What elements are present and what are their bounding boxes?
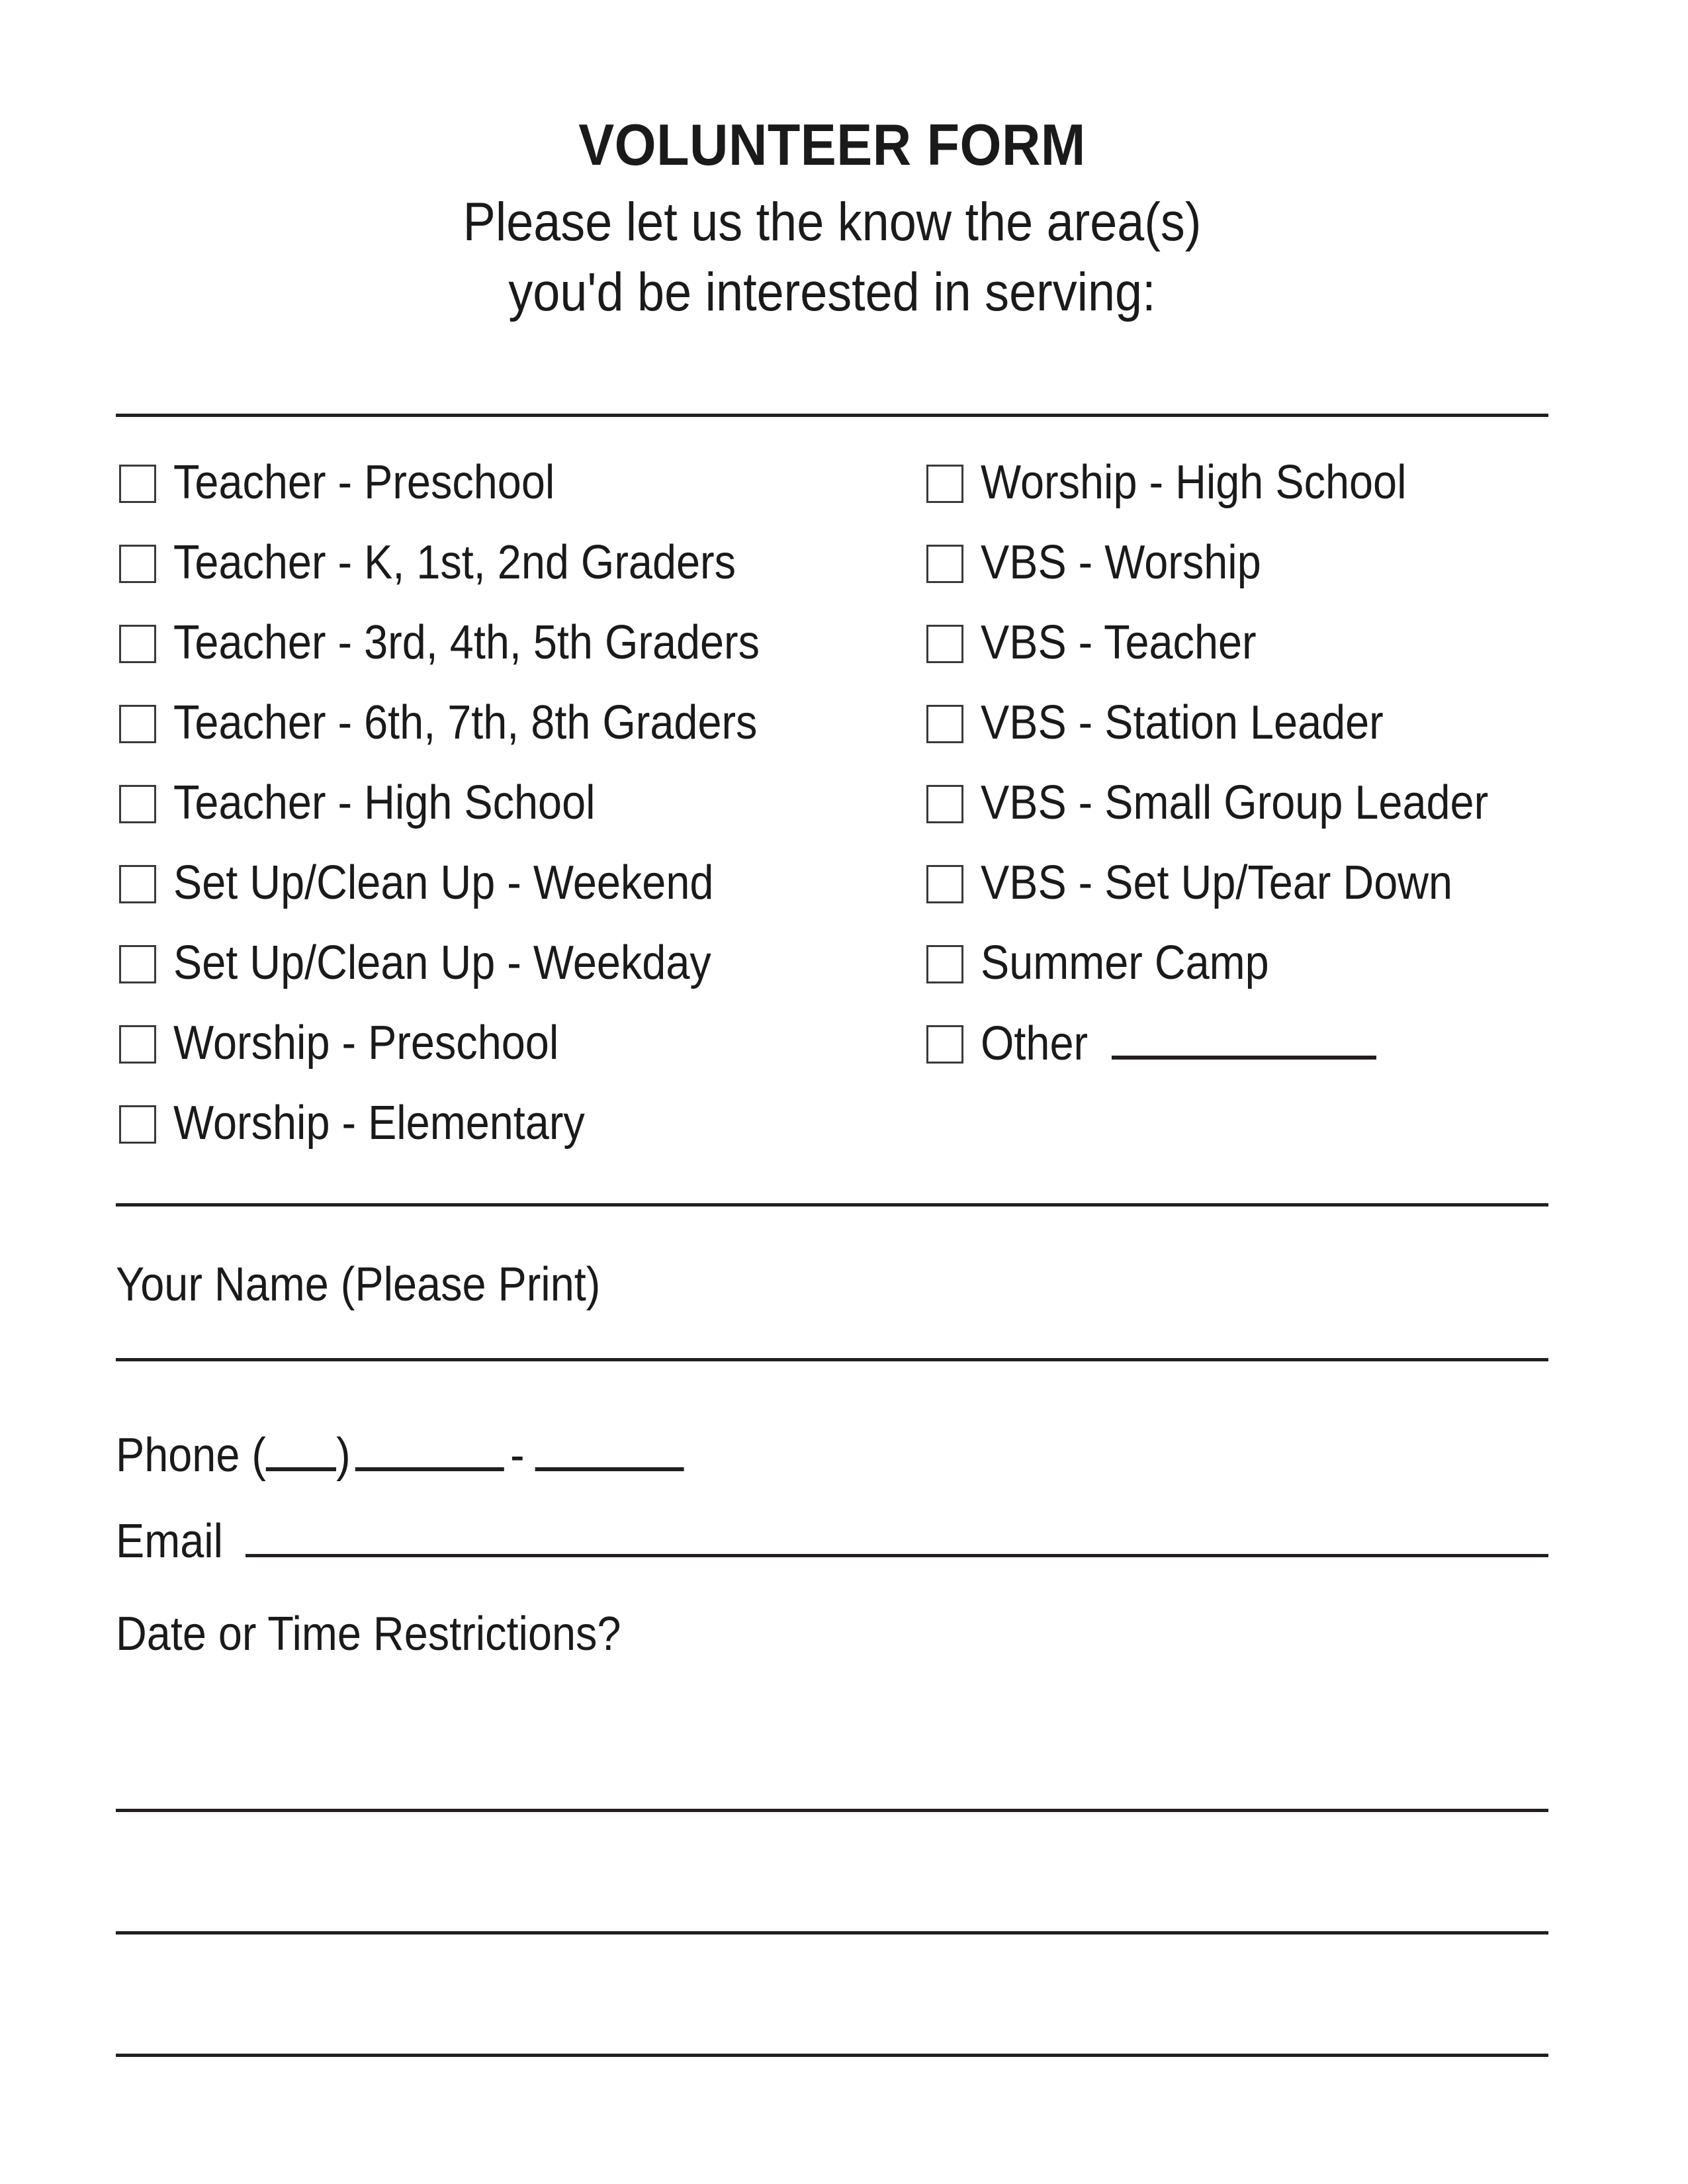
checkbox-item-right-row[interactable] (926, 1017, 1654, 1097)
checkbox-label: VBS - Teacher (981, 616, 1257, 669)
restrictions-label: Date or Time Restrictions? (116, 1608, 621, 1661)
email-label: Email (116, 1515, 224, 1568)
checkbox-icon[interactable] (926, 705, 963, 743)
phone-area-code-input[interactable] (266, 1426, 336, 1471)
checkbox-label-wrap (981, 617, 1287, 668)
checkbox-item-left-row[interactable] (119, 1097, 900, 1177)
name-input-line[interactable] (116, 1358, 1548, 1361)
checkbox-label: VBS - Worship (981, 536, 1261, 589)
checkbox-label-wrap (981, 777, 1544, 829)
checkbox-label-wrap (173, 937, 771, 989)
checkbox-label-wrap (173, 617, 824, 668)
checkbox-item-left-row[interactable] (119, 617, 900, 697)
checkbox-label-wrap (173, 457, 597, 508)
name-label: Your Name (Please Print) (116, 1258, 601, 1311)
checkbox-item-right-row[interactable] (926, 457, 1654, 537)
checkbox-item-left-row[interactable] (119, 697, 900, 777)
checkbox-item-right-row[interactable] (926, 857, 1654, 937)
checkbox-label-wrap (173, 1017, 601, 1069)
checkbox-icon[interactable] (926, 785, 963, 823)
checkbox-item-left-row[interactable] (119, 937, 900, 1017)
checkbox-label: VBS - Set Up/Tear Down (981, 856, 1453, 909)
checkbox-label-wrap (981, 697, 1428, 749)
phone-dash: - (510, 1429, 525, 1482)
phone-exchange-input[interactable] (355, 1426, 504, 1471)
checkbox-icon[interactable] (926, 625, 963, 663)
subtitle-line-1: Please let us the know the area(s) (463, 191, 1202, 252)
checkbox-label: Teacher - 3rd, 4th, 5th Graders (173, 616, 760, 669)
form-subtitle (187, 187, 1477, 328)
checkbox-label-wrap (981, 457, 1454, 508)
checkbox-item-left-row[interactable] (119, 857, 900, 937)
checkbox-icon[interactable] (926, 945, 963, 983)
restrictions-input-line-1[interactable] (116, 1809, 1548, 1812)
form-header (116, 113, 1548, 328)
email-field-row (116, 1514, 1548, 1569)
phone-label-group (116, 1426, 684, 1482)
checkbox-label: Worship - High School (981, 456, 1407, 509)
other-text-input[interactable] (1112, 1017, 1376, 1060)
checkbox-label: Teacher - Preschool (173, 456, 555, 509)
phone-close-paren: ) (336, 1429, 351, 1482)
divider-top (116, 414, 1548, 417)
checkbox-item-right-row[interactable] (926, 697, 1654, 777)
checkbox-item-right-row[interactable] (926, 617, 1654, 697)
phone-number-input[interactable] (535, 1426, 684, 1471)
divider-bottom (116, 1203, 1548, 1206)
checkbox-icon[interactable] (926, 865, 963, 903)
checkbox-label: Teacher - K, 1st, 2nd Graders (173, 536, 736, 589)
checkbox-item-right-row[interactable] (926, 537, 1654, 617)
page-title: VOLUNTEER FORM (578, 112, 1086, 177)
checkbox-column-left (119, 457, 900, 1177)
checkbox-label-wrap (173, 537, 798, 588)
checkbox-label: VBS - Small Group Leader (981, 776, 1489, 829)
checkbox-label: Teacher - High School (173, 776, 596, 829)
checkbox-icon[interactable] (119, 865, 156, 903)
checkbox-item-left-row[interactable] (119, 1017, 900, 1097)
checkbox-item-right-row[interactable] (926, 937, 1654, 1017)
checkbox-label-wrap (981, 937, 1301, 989)
checkbox-label-wrap (173, 1097, 631, 1149)
checkbox-icon[interactable] (119, 1025, 156, 1064)
checkbox-label: Summer Camp (981, 936, 1269, 989)
checkbox-label: VBS - Station Leader (981, 696, 1384, 749)
checkbox-icon[interactable] (119, 545, 156, 583)
checkbox-label: Worship - Elementary (173, 1097, 585, 1150)
checkbox-item-left-row[interactable] (119, 457, 900, 537)
checkbox-icon[interactable] (119, 1105, 156, 1144)
restrictions-input-line-2[interactable] (116, 1931, 1548, 1934)
checkbox-item-right-row[interactable] (926, 777, 1654, 857)
checkbox-icon[interactable] (119, 465, 156, 503)
checkbox-icon[interactable] (119, 705, 156, 743)
checkbox-item-left-row[interactable] (119, 777, 900, 857)
checkbox-label: Set Up/Clean Up - Weekday (173, 936, 711, 989)
checkbox-label-wrap (981, 1017, 1376, 1069)
checkbox-icon[interactable] (926, 545, 963, 583)
checkbox-icon[interactable] (926, 465, 963, 503)
checkbox-label: Worship - Preschool (173, 1017, 559, 1069)
checkbox-label-wrap (981, 857, 1505, 909)
checkbox-icon[interactable] (926, 1025, 963, 1064)
restrictions-input-line-3[interactable] (116, 2054, 1548, 2057)
checkbox-label-wrap (173, 777, 642, 829)
subtitle-line-2: you'd be interested in serving: (508, 262, 1156, 323)
checkbox-label: Other (981, 1017, 1088, 1070)
checkbox-icon[interactable] (119, 785, 156, 823)
checkbox-label-wrap (173, 857, 774, 909)
checkbox-column-right (926, 457, 1654, 1097)
phone-label: Phone ( (116, 1429, 266, 1482)
checkbox-item-left-row[interactable] (119, 537, 900, 617)
checkbox-label: Teacher - 6th, 7th, 8th Graders (173, 696, 758, 749)
phone-field-row (116, 1426, 747, 1482)
email-input-line[interactable] (245, 1517, 1548, 1557)
checkbox-icon[interactable] (119, 625, 156, 663)
checkbox-label-wrap (173, 697, 822, 749)
checkbox-icon[interactable] (119, 945, 156, 983)
checkbox-label-wrap (981, 537, 1292, 588)
checkbox-label: Set Up/Clean Up - Weekend (173, 856, 714, 909)
